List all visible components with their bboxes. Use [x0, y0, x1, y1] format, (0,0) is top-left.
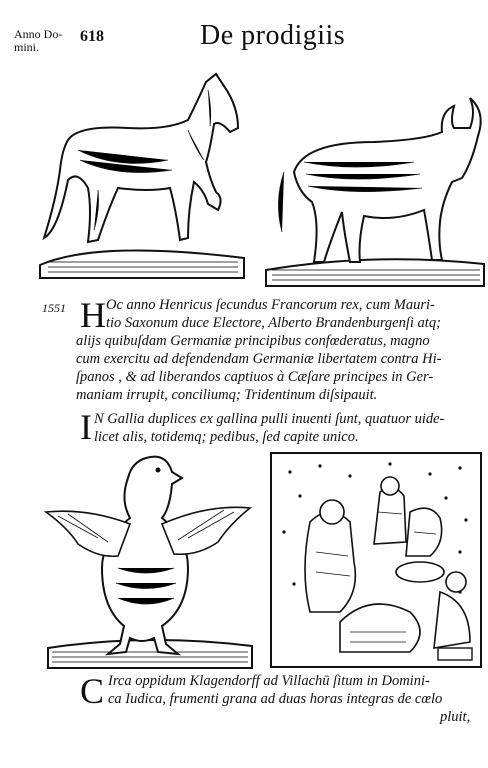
drop-cap: I — [80, 407, 92, 447]
running-head: De prodigiis — [200, 20, 346, 51]
text-line: tio Saxonum duce Electore, Alberto Brandenburgenſi atq; — [106, 315, 441, 331]
text-line: cum exercitu ad defendendam Germaniæ libertatem contra Hi- — [76, 351, 442, 367]
text-line: licet alis, totidemq; pedibus, ſed capite unico. — [94, 429, 359, 445]
text-line: Oc anno Henricus ſecundus Francorum rex, cum Mauri- — [106, 297, 435, 313]
text-line: maniam irrupit, conciliumq; Tridentinum diſsipauit. — [76, 387, 378, 403]
horse-woodcut — [38, 70, 246, 280]
four-winged-chicken-woodcut — [38, 448, 256, 670]
drop-cap: H — [80, 295, 106, 335]
margin-year: Anno Do- mini. — [14, 27, 63, 54]
text-line: N Gallia duplices ex gallina pulli inuenti ſunt, quatuor uide- — [94, 411, 445, 427]
text-line: pluit, — [440, 709, 471, 725]
text-line: Irca oppidum Klagendorff ad Villachū ſitum in Domini- — [108, 673, 430, 689]
text-line: ſpanos , & ad liberandos captiuos à Cæſare principes in Ger- — [76, 369, 434, 385]
people-gathering-grain-woodcut — [270, 452, 482, 668]
drop-cap: C — [80, 671, 105, 711]
ox-woodcut — [264, 92, 486, 287]
text-line: ca Iudica, frumenti grana ad duas horas integras de cœlo — [108, 691, 443, 707]
page-number: 618 — [80, 28, 104, 45]
text-line: alijs quibuſdam Germaniæ principibus confœderatus, magno — [76, 333, 430, 349]
margin-year: 1551 — [42, 301, 66, 315]
